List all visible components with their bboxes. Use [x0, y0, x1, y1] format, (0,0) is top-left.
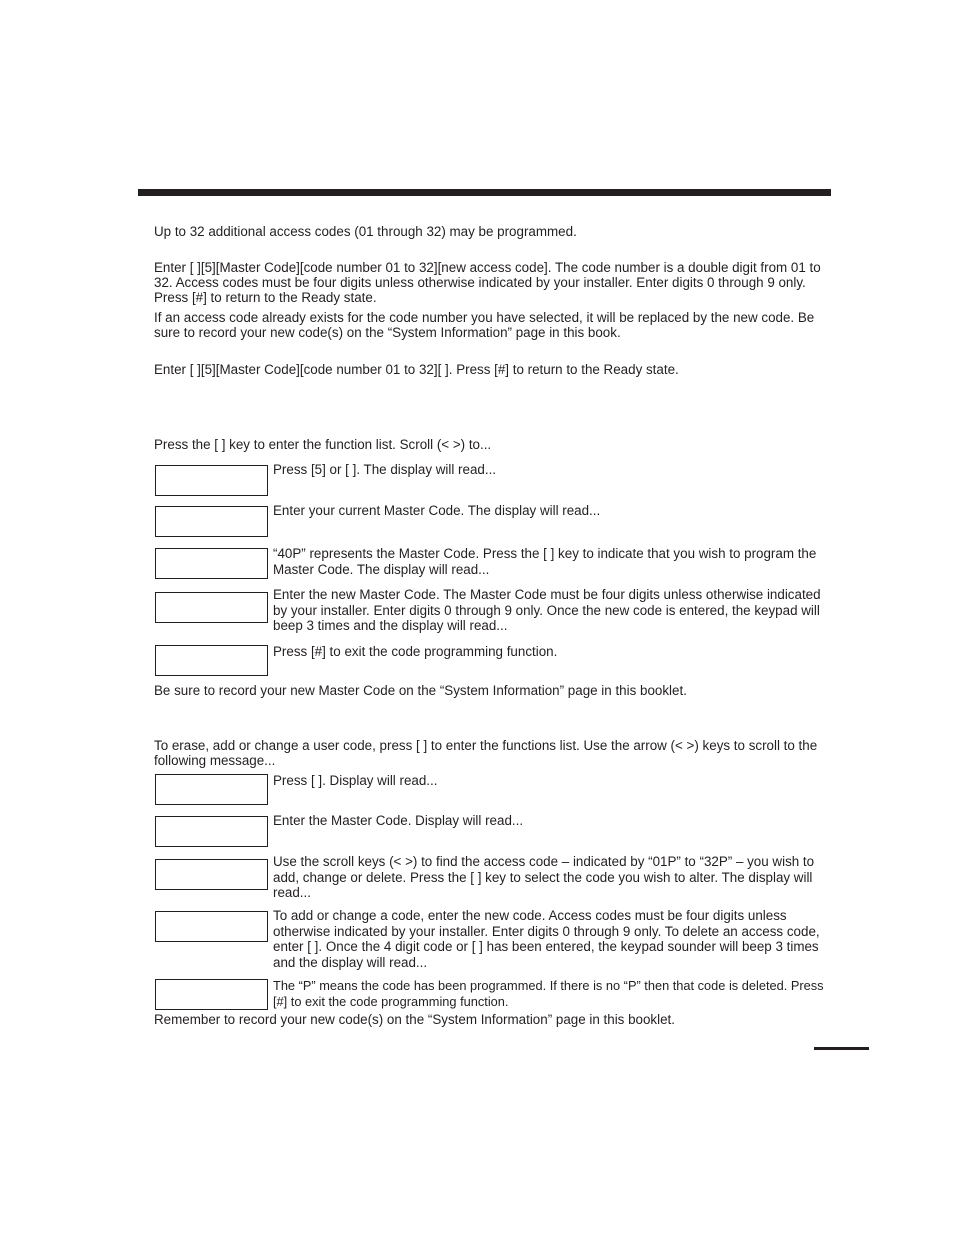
lcd-display — [155, 816, 268, 847]
lcd-line-1 — [159, 578, 264, 579]
lcd-display — [155, 645, 268, 676]
intro-text: Up to 32 additional access codes (01 through 32) may be programmed. — [154, 224, 577, 239]
lcd-line-1 — [159, 622, 264, 623]
user-step-3-text: Use the scroll keys (< >) to find the access code – indicated by “01P” to “32P” – you wish to add, change or delete. Press the [ ] key to select the code you wish to alter. The display will read... — [273, 854, 815, 900]
master-record-note: Be sure to record your new Master Code on the “System Information” page in this booklet. — [154, 683, 687, 698]
replace-code-note: If an access code already exists for the code number you have selected, it will be replaced by the new code. Be sure to record your new code(s) on the “System Information” page in this book. — [154, 310, 815, 340]
master-step-2-text: Enter your current Master Code. The display will read... — [273, 503, 601, 518]
user-step-2-text: Enter the Master Code. Display will read... — [273, 813, 524, 828]
master-step-5-text: Press [#] to exit the code programming function. — [273, 644, 558, 659]
lcd-display — [155, 465, 268, 496]
lcd-line-1 — [159, 804, 264, 805]
lcd-line-1 — [159, 846, 264, 847]
user-record-note: Remember to record your new code(s) on the “System Information” page in this booklet. — [154, 1012, 675, 1027]
lcd-display — [155, 911, 268, 942]
user-lcd-intro: To erase, add or change a user code, press [ ] to enter the functions list. Use the arrow (< >) keys to scroll to the following message... — [154, 738, 818, 768]
lcd-display — [155, 592, 268, 623]
lcd-line-1 — [159, 495, 264, 496]
master-step-1-text: Press [5] or [ ]. The display will read... — [273, 462, 497, 477]
lcd-line-1 — [159, 536, 264, 537]
lcd-display — [155, 979, 268, 1010]
delete-code-instructions: Enter [ ][5][Master Code][code number 01 to 32][ ]. Press [#] to return to the Ready state. — [154, 362, 679, 377]
lcd-display — [155, 506, 268, 537]
header-rule — [138, 189, 831, 196]
lcd-line-1 — [159, 1009, 264, 1010]
lcd-line-1 — [159, 675, 264, 676]
footer-rule — [814, 1047, 869, 1050]
add-code-instructions: Enter [ ][5][Master Code][code number 01 to 32][new access code]. The code number is a double digit from 01 to 32. Access codes must be four digits unless otherwise indicated by your installer. Enter digits 0 through 9 only. Press [#] to return to the Ready state. — [154, 260, 821, 305]
user-step-5-text: The “P” means the code has been programmed. If there is no “P” then that code is deleted. Press [#] to exit the code programming function. — [273, 978, 824, 1009]
master-step-4-text: Enter the new Master Code. The Master Code must be four digits unless otherwise indicated by your installer. Enter digits 0 through 9 only. Once the new code is entered, the keypad will beep 3 times and the display will read... — [273, 587, 821, 633]
lcd-display — [155, 548, 268, 579]
user-step-1-text: Press [ ]. Display will read... — [273, 773, 438, 788]
lcd-display — [155, 774, 268, 805]
lcd-display — [155, 859, 268, 890]
master-step-3-text: “40P” represents the Master Code. Press the [ ] key to indicate that you wish to program the Master Code. The display will read... — [273, 546, 817, 577]
lcd-line-1 — [159, 941, 264, 942]
lcd-line-1 — [159, 889, 264, 890]
user-step-4-text: To add or change a code, enter the new code. Access codes must be four digits unless otherwise indicated by your installer. Enter digits 0 through 9 only. To delete an access code, enter [ ]. Once the 4 digit code or [ ] has been entered, the keypad sounder will beep 3 times and the display will read... — [273, 908, 820, 970]
master-lcd-intro: Press the [ ] key to enter the function list. Scroll (< >) to... — [154, 437, 492, 452]
